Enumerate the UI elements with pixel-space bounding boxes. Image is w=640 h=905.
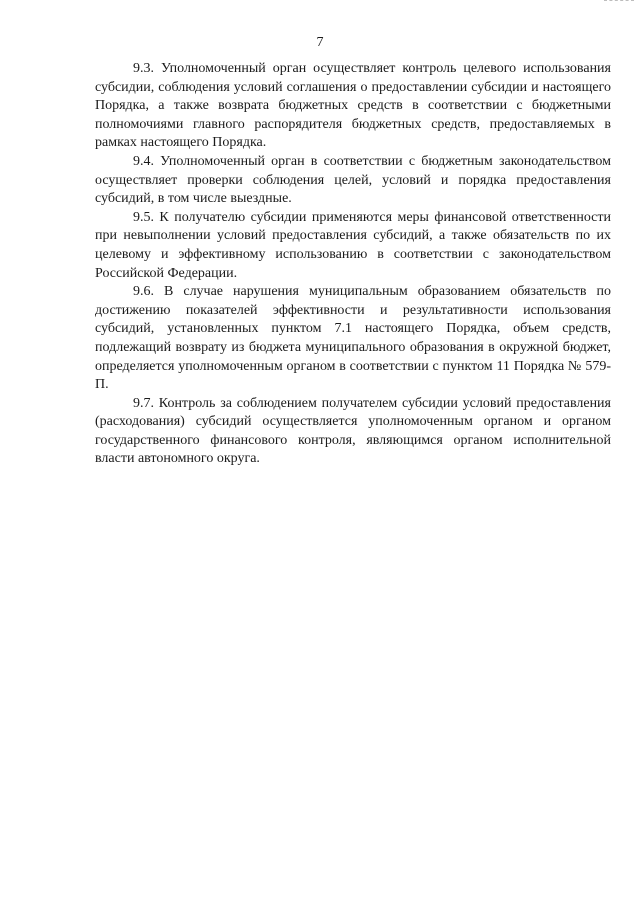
paragraph-9-3: 9.3. Уполномоченный орган осуществляет контроль целевого использования субсидии, соблюдения условий соглашения о предоставлении субсидии и настоящего Порядка, а также возврата бюджетных средств в соответствии с бюджетными полномочиями главного распорядителя бюджетных средств, предоставляемых в рамках настоящего Порядка.: [95, 61, 611, 151]
page-number: 7: [316, 35, 324, 50]
paragraph-9-5: 9.5. К получателю субсидии применяются меры финансовой ответственности при невыполнении условий предоставления субсидий, а также обязательств по их целевому и эффективному использованию в соответствии с законодательством Российской Федерации.: [95, 209, 611, 281]
scan-edge-mark: [604, 0, 634, 3]
paragraph-9-7: 9.7. Контроль за соблюдением получателем субсидии условий предоставления (расходования) субсидий осуществляется уполномоченным органом и органом государственного финансового контроля, являющимся органом исполнительной власти автономного округа.: [95, 395, 611, 467]
document-body: [95, 60, 611, 469]
paragraph-9-6: 9.6. В случае нарушения муниципальным образованием обязательств по достижению показателей эффективности и результативности использования субсидий, установленных пунктом 7.1 настоящего Порядка, объем средств, подлежащий возврату из бюджета муниципального образования в окружной бюджет, определяется уполномоченным органом в соответствии с пунктом 11 Порядка № 579-П.: [95, 284, 611, 393]
paragraph-9-4: 9.4. Уполномоченный орган в соответствии с бюджетным законодательством осуществляет проверки соблюдения целей, условий и порядка предоставления субсидий, в том числе выездные.: [95, 153, 611, 207]
